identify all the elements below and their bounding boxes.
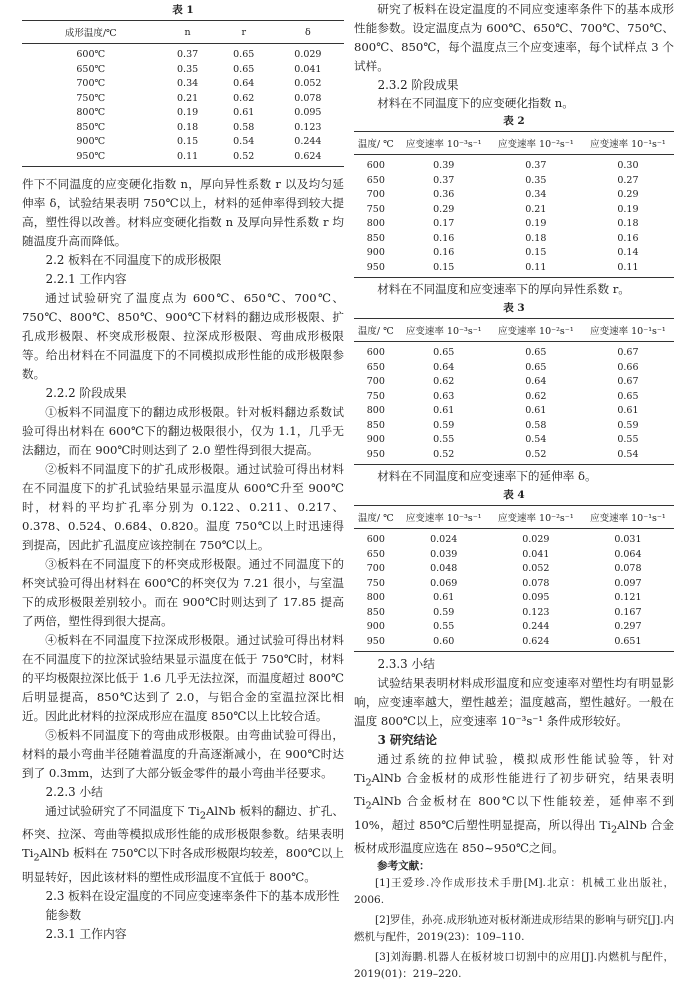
left-paragraph-5: ③板料在不同温度下的杯突成形极限。通过不同温度下的杯突试验可得出材料在 600℃的杯突仅为 7.21 很小，与室温下的成形极限差别较小。而在 900℃时则达到了 17.85 提高了两倍，塑性得到很大提高。 bbox=[22, 557, 344, 628]
table-cell: 700 bbox=[366, 376, 385, 387]
table-cell: 0.052 bbox=[294, 78, 322, 89]
table-cell: 0.35 bbox=[177, 63, 199, 75]
table-cell: 650 bbox=[366, 361, 385, 373]
table-cell: 950 bbox=[354, 260, 398, 278]
table-cell: 0.21 bbox=[177, 92, 199, 104]
table4 bbox=[354, 505, 674, 652]
table-cell: 0.54 bbox=[525, 434, 547, 445]
heading-2-2: 2.2 板料在不同温度下的成形极限 bbox=[45, 253, 222, 267]
right-paragraph-2: 材料在不同温度下的应变硬化指数 n。 bbox=[377, 96, 574, 110]
table-cell: 0.61 bbox=[233, 107, 255, 118]
table-cell: 0.624 bbox=[490, 634, 582, 652]
table-cell: 0.11 bbox=[490, 260, 582, 278]
table-cell: 0.21 bbox=[525, 203, 547, 215]
left-paragraph-8: 通过试验研究了不同温度下 $Ti_2AlNb$ 板料的翻边、扩孔、杯突、拉深、弯曲等模拟成形性能的成形极限参数。结果表明 $Ti_2AlNb$ 板料在 750℃以下时各成形极限均较差，800℃以上明显转好，因此该材料的塑性成形温度不宜低于 800℃。 bbox=[22, 804, 344, 884]
table1-header-1: n bbox=[160, 21, 216, 44]
table2-caption: 表 2 bbox=[503, 115, 525, 127]
table2-header-3: 应变速率 10⁻¹s⁻¹ bbox=[582, 132, 674, 155]
table-cell: 0.167 bbox=[614, 606, 642, 618]
table-cell: 0.27 bbox=[617, 174, 639, 186]
table-cell: 0.19 bbox=[525, 218, 547, 229]
left-paragraph-2: 通过试验研究了温度点为 600℃、650℃、700℃、750℃、800℃、850℃、900℃下材料的翻边成形极限、扩孔成形极限、杯突成形极限、拉深成形极限、弯曲成形极限等。给出材料在不同温度下的不同模拟成形性能的成形极限参数。 bbox=[22, 291, 344, 381]
table-row bbox=[354, 433, 674, 448]
table-cell: 600 bbox=[366, 347, 385, 358]
table-row bbox=[354, 173, 674, 188]
heading-2-3: 2.3 板料在设定温度的不同应变速率条件下的基本成形性能参数 bbox=[45, 888, 340, 922]
table-cell: 0.064 bbox=[614, 548, 642, 560]
table3-header-3: 应变速率 10⁻¹s⁻¹ bbox=[582, 319, 674, 342]
table-cell: 700 bbox=[366, 563, 385, 574]
table-cell: 0.078 bbox=[522, 577, 550, 589]
table-cell: 750℃ bbox=[76, 92, 106, 104]
table-cell: 0.30 bbox=[617, 160, 639, 171]
table-cell: 0.29 bbox=[617, 189, 639, 200]
table-cell: 0.60 bbox=[398, 634, 490, 652]
table1-header-3: δ bbox=[272, 21, 344, 44]
table-cell: 0.15 bbox=[177, 136, 199, 147]
table4-header-3: 应变速率 10⁻¹s⁻¹ bbox=[582, 506, 674, 529]
table3 bbox=[354, 318, 674, 465]
table-cell: 0.61 bbox=[617, 405, 639, 416]
table-row bbox=[22, 91, 344, 106]
table-row bbox=[354, 591, 674, 606]
table-cell: 800 bbox=[366, 592, 385, 603]
table-cell: 950 bbox=[354, 447, 398, 465]
table-cell: 0.62 bbox=[233, 92, 255, 104]
table2-header-0: 温度/ ℃ bbox=[354, 132, 398, 155]
table-cell: 800 bbox=[366, 405, 385, 416]
table-row bbox=[354, 605, 674, 620]
table-cell: 0.58 bbox=[525, 419, 547, 431]
table-cell: 0.34 bbox=[177, 78, 199, 89]
table3-header-2: 应变速率 10⁻²s⁻¹ bbox=[490, 319, 582, 342]
table-cell: 0.041 bbox=[294, 63, 322, 75]
table-row bbox=[22, 77, 344, 92]
table-cell: 0.078 bbox=[614, 563, 642, 574]
table4-header-1: 应变速率 10⁻³s⁻¹ bbox=[398, 506, 490, 529]
table-cell: 0.65 bbox=[233, 63, 255, 75]
table-cell: 0.64 bbox=[233, 78, 255, 89]
table-cell: 0.17 bbox=[433, 218, 455, 229]
table-cell: 0.029 bbox=[522, 534, 550, 545]
table-cell: 0.67 bbox=[617, 376, 639, 387]
reference-item: [1]王爱珍.冷作成形技术手册[M].北京：机械工业出版社，2006. bbox=[354, 876, 674, 906]
table-row bbox=[354, 155, 674, 174]
table-cell: 0.35 bbox=[525, 174, 547, 186]
table1-header-0: 成形温度/℃ bbox=[22, 21, 160, 44]
references-heading: 参考文献： bbox=[377, 859, 430, 872]
table1-caption: 表 1 bbox=[172, 4, 194, 16]
table-cell: 0.59 bbox=[433, 419, 455, 431]
heading-3: 3 研究结论 bbox=[377, 733, 438, 747]
table2-header-1: 应变速率 10⁻³s⁻¹ bbox=[398, 132, 490, 155]
table-row bbox=[22, 149, 344, 167]
heading-2-3-2: 2.3.2 阶段成果 bbox=[377, 78, 459, 92]
table-row bbox=[354, 231, 674, 246]
table-cell: 600 bbox=[366, 534, 385, 545]
table-cell: 0.16 bbox=[617, 232, 639, 244]
table-row bbox=[354, 547, 674, 562]
table-row bbox=[22, 135, 344, 150]
table-cell: 0.65 bbox=[433, 347, 455, 358]
table-cell: 0.29 bbox=[433, 203, 455, 215]
table-row bbox=[354, 342, 674, 361]
table-cell: 0.18 bbox=[177, 121, 199, 133]
table-cell: 0.052 bbox=[522, 563, 550, 574]
table2-header-2: 应变速率 10⁻²s⁻¹ bbox=[490, 132, 582, 155]
table-row bbox=[354, 404, 674, 419]
left-column bbox=[22, 0, 344, 944]
table3-header-0: 温度/ ℃ bbox=[354, 319, 398, 342]
table-cell: 0.16 bbox=[433, 247, 455, 258]
table-cell: 900℃ bbox=[76, 136, 106, 147]
right-paragraph-5: 试验结果表明材料成形温度和应变速率对塑性均有明显影响，应变速率越大，塑性越差；温度越高，塑性越好。一般在温度 800℃以上，应变速率 10⁻³s⁻¹ 条件成形较好。 bbox=[354, 676, 674, 728]
right-paragraph-1: 研究了板料在设定温度的不同应变速率条件下的基本成形性能参数。设定温度点为 600℃、650℃、700℃、750℃、800℃、850℃，每个温度点三个应变速率，每个试样点 3 个试样。 bbox=[354, 2, 674, 73]
table-cell: 0.039 bbox=[430, 548, 458, 560]
table-cell: 0.62 bbox=[525, 390, 547, 402]
table-cell: 0.041 bbox=[522, 548, 550, 560]
table-cell: 0.52 bbox=[398, 447, 490, 465]
heading-2-2-1: 2.2.1 工作内容 bbox=[45, 272, 127, 286]
table-row bbox=[354, 634, 674, 652]
table-cell: 850 bbox=[366, 419, 385, 431]
left-paragraph-7: ⑤板料不同温度下的弯曲成形极限。由弯曲试验可得出，材料的最小弯曲半径随着温度的升高逐渐减小，在 900℃时达到了 0.3mm，达到了大部分钣金零件的最小弯曲半径要求。 bbox=[22, 728, 344, 780]
table-cell: 900 bbox=[366, 247, 385, 258]
table2 bbox=[354, 131, 674, 278]
table-cell: 0.55 bbox=[617, 434, 639, 445]
table-cell: 0.36 bbox=[433, 189, 455, 200]
table-cell: 0.244 bbox=[522, 621, 550, 632]
table-cell: 0.61 bbox=[433, 405, 455, 416]
table-cell: 0.54 bbox=[582, 447, 674, 465]
table-cell: 0.048 bbox=[430, 563, 458, 574]
table-cell: 0.54 bbox=[233, 136, 255, 147]
table-cell: 0.024 bbox=[430, 534, 458, 545]
table-cell: 0.64 bbox=[433, 361, 455, 373]
table-cell: 750 bbox=[366, 577, 385, 589]
table-cell: 0.62 bbox=[433, 376, 455, 387]
table-cell: 0.67 bbox=[617, 347, 639, 358]
table-row bbox=[354, 217, 674, 232]
left-paragraph-6: ④板料在不同温度下拉深成形极限。通过试验可得出材料在不同温度下的拉深试验结果显示温度在低于 750℃时，材料的平均极限拉深比低于 1.6 几乎无法拉深，而温度超过 800℃后明显提高，850℃达到了 2.0，与铝合金的室温拉深比相近。因此此材料的拉深成形应在温度 850℃以上比较合适。 bbox=[22, 633, 344, 723]
table-cell: 750 bbox=[366, 203, 385, 215]
table-cell: 0.59 bbox=[617, 419, 639, 431]
table-row bbox=[354, 260, 674, 278]
table-cell: 0.65 bbox=[233, 49, 255, 60]
table-cell: 0.61 bbox=[525, 405, 547, 416]
right-paragraph-3: 材料在不同温度和应变速率下的厚向异性系数 r。 bbox=[377, 282, 630, 296]
reference-item: [2]罗佳，孙亮.成形轨迹对板材渐进成形结果的影响与研究[J].内燃机与配件，2019(23)：109–110. bbox=[354, 913, 674, 943]
left-paragraph-1: 件下不同温度的应变硬化指数 n，厚向异性系数 r 以及均匀延伸率 δ，试验结果表明 750℃以上，材料的延伸率得到较大提高，塑性得以改善。材料应变硬化指数 n 及厚向异性系数 r 均随温度升高而降低。 bbox=[22, 177, 344, 248]
table-cell: 0.244 bbox=[294, 136, 322, 147]
table-cell: 0.55 bbox=[433, 621, 455, 632]
table-cell: 850 bbox=[366, 606, 385, 618]
heading-2-2-2: 2.2.2 阶段成果 bbox=[45, 386, 127, 400]
table-cell: 850℃ bbox=[76, 121, 106, 133]
table-cell: 600℃ bbox=[76, 49, 106, 60]
table-cell: 0.18 bbox=[525, 232, 547, 244]
heading-2-3-1: 2.3.1 工作内容 bbox=[45, 926, 127, 941]
table4-header-2: 应变速率 10⁻²s⁻¹ bbox=[490, 506, 582, 529]
table-cell: 950 bbox=[354, 634, 398, 652]
right-paragraph-4: 材料在不同温度和应变速率下的延伸率 δ。 bbox=[377, 469, 597, 483]
table-cell: 0.18 bbox=[617, 218, 639, 229]
table-cell: 0.61 bbox=[433, 592, 455, 603]
table-cell: 0.19 bbox=[177, 107, 199, 118]
right-paragraph-6: 通过系统的拉伸试验，模拟成形性能试验等，针对 $Ti_2AlNb$ 合金板材的成形性能进行了初步研究，结果表明 $Ti_2AlNb$ 合金板材在 800℃以下性能较差，延伸率不到 10%，超过 850℃后塑性明显提高，所以得出 $Ti_2AlNb$ 合金板材成形温度应选在 850~950℃之间。 bbox=[354, 752, 674, 855]
table-row bbox=[22, 106, 344, 121]
table-cell: 0.19 bbox=[617, 203, 639, 215]
table-cell: 0.37 bbox=[525, 160, 547, 171]
table-row bbox=[354, 246, 674, 261]
table-cell: 0.55 bbox=[433, 434, 455, 445]
table-row bbox=[354, 576, 674, 591]
table-cell: 0.58 bbox=[233, 121, 255, 133]
table-cell: 900 bbox=[366, 434, 385, 445]
table-cell: 900 bbox=[366, 621, 385, 632]
table-cell: 0.029 bbox=[294, 49, 322, 60]
table-row bbox=[22, 62, 344, 77]
table-cell: 0.64 bbox=[525, 376, 547, 387]
table-row bbox=[354, 620, 674, 635]
table-cell: 0.37 bbox=[177, 49, 199, 60]
table-cell: 0.66 bbox=[617, 361, 639, 373]
table-row bbox=[22, 44, 344, 63]
table-cell: 0.59 bbox=[433, 606, 455, 618]
reference-item: [3]刘海鹏.机器人在板材坡口切割中的应用[J].内燃机与配件，2019(01)：219–220. bbox=[354, 950, 674, 980]
table-cell: 0.37 bbox=[433, 174, 455, 186]
table-row bbox=[354, 360, 674, 375]
left-paragraph-4: ②板料不同温度下的扩孔成形极限。通过试验可得出材料在不同温度下的扩孔试验结果显示温度从 600℃升至 900℃时，材料的平均扩孔率分别为 0.122、0.211、0.217、0.378、0.524、0.684、0.820。温度 750℃以上时迅速得到提高，因此扩孔温度应该控制在 750℃以上。 bbox=[22, 462, 344, 552]
table-cell: 800℃ bbox=[76, 107, 106, 118]
table1 bbox=[22, 20, 344, 167]
table-cell: 0.11 bbox=[582, 260, 674, 278]
table-cell: 0.069 bbox=[430, 577, 458, 589]
table-cell: 0.39 bbox=[433, 160, 455, 171]
table-row bbox=[354, 447, 674, 465]
table-row bbox=[354, 389, 674, 404]
table-cell: 950℃ bbox=[22, 149, 160, 167]
table-cell: 0.15 bbox=[525, 247, 547, 258]
table-cell: 0.123 bbox=[522, 606, 550, 618]
table-cell: 650℃ bbox=[76, 63, 106, 75]
table-cell: 0.65 bbox=[617, 390, 639, 402]
table-row bbox=[354, 562, 674, 577]
table-cell: 0.65 bbox=[525, 361, 547, 373]
heading-2-3-3: 2.3.3 小结 bbox=[377, 657, 435, 671]
table-row bbox=[354, 202, 674, 217]
table-row bbox=[22, 120, 344, 135]
table-cell: 0.078 bbox=[294, 92, 322, 104]
table-cell: 0.095 bbox=[522, 592, 550, 603]
table-cell: 0.65 bbox=[525, 347, 547, 358]
table-cell: 0.63 bbox=[433, 390, 455, 402]
table-cell: 800 bbox=[366, 218, 385, 229]
table-cell: 0.297 bbox=[614, 621, 642, 632]
references-list bbox=[354, 875, 674, 983]
table-cell: 0.11 bbox=[160, 149, 216, 167]
table-row bbox=[354, 375, 674, 390]
table3-caption: 表 3 bbox=[503, 302, 525, 314]
table-cell: 0.14 bbox=[617, 247, 639, 258]
table-cell: 700 bbox=[366, 189, 385, 200]
table-row bbox=[354, 529, 674, 548]
table3-header-1: 应变速率 10⁻³s⁻¹ bbox=[398, 319, 490, 342]
table-cell: 0.624 bbox=[272, 149, 344, 167]
table-cell: 0.031 bbox=[614, 534, 642, 545]
table-cell: 0.121 bbox=[614, 592, 642, 603]
table-cell: 0.52 bbox=[490, 447, 582, 465]
table-cell: 700℃ bbox=[76, 78, 106, 89]
table-cell: 0.52 bbox=[216, 149, 272, 167]
heading-2-2-3: 2.2.3 小结 bbox=[45, 785, 103, 799]
table1-header-2: r bbox=[216, 21, 272, 44]
right-column bbox=[354, 0, 674, 983]
table-row bbox=[354, 188, 674, 203]
table-cell: 0.123 bbox=[294, 121, 322, 133]
table-cell: 650 bbox=[366, 548, 385, 560]
table4-header-0: 温度/ ℃ bbox=[354, 506, 398, 529]
table-cell: 0.095 bbox=[294, 107, 322, 118]
table-cell: 0.097 bbox=[614, 577, 642, 589]
table-cell: 0.15 bbox=[398, 260, 490, 278]
table-cell: 850 bbox=[366, 232, 385, 244]
table-cell: 600 bbox=[366, 160, 385, 171]
table-cell: 0.16 bbox=[433, 232, 455, 244]
table-cell: 750 bbox=[366, 390, 385, 402]
table-cell: 0.651 bbox=[582, 634, 674, 652]
table-cell: 0.34 bbox=[525, 189, 547, 200]
left-paragraph-3: ①板料不同温度下的翻边成形极限。针对板料翻边系数试验可得出材料在 600℃下的翻边极限很小，仅为 1.1，几乎无法翻边，而在 900℃时则达到了 2.0 塑性得到很大提高。 bbox=[22, 405, 344, 457]
table-row bbox=[354, 418, 674, 433]
table-cell: 650 bbox=[366, 174, 385, 186]
table4-caption: 表 4 bbox=[503, 489, 525, 501]
